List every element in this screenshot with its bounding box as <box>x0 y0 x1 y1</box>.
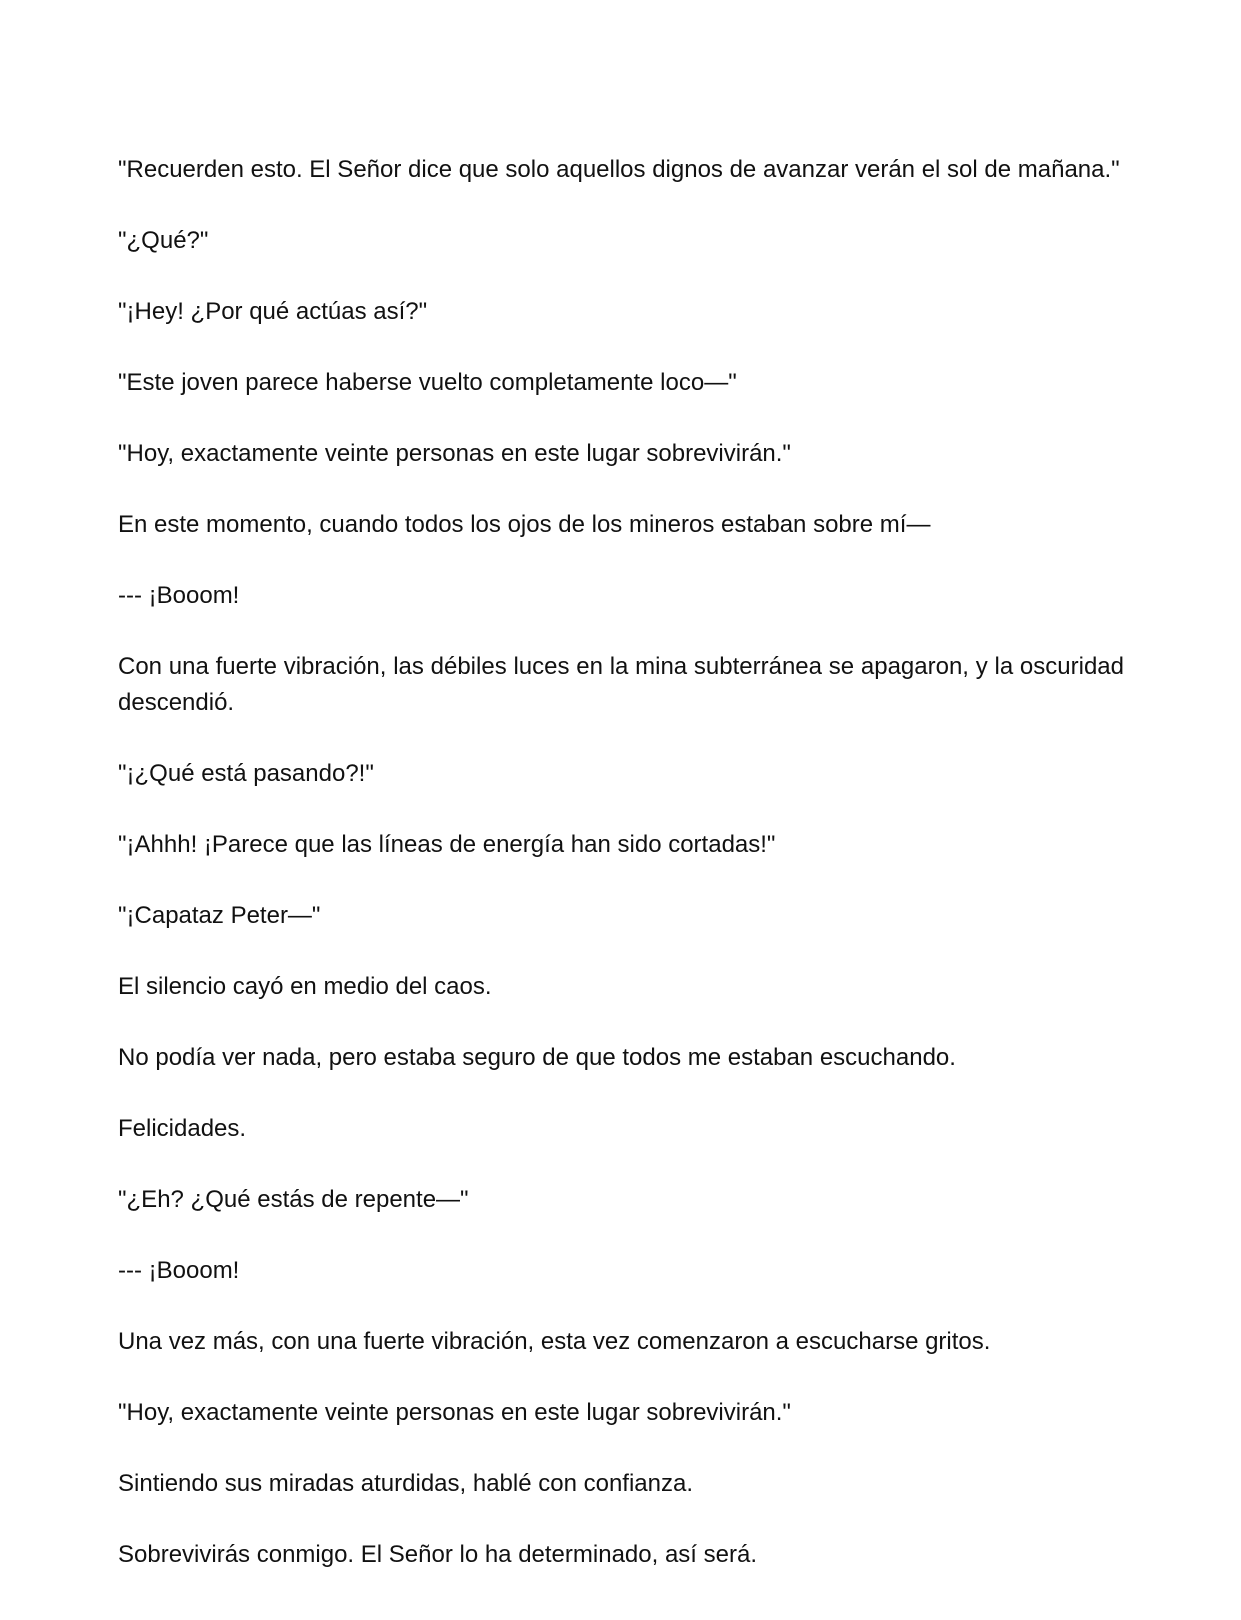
paragraph: El silencio cayó en medio del caos. <box>118 973 492 1000</box>
paragraph: "Recuerden esto. El Señor dice que solo aquellos dignos de avanzar verán el sol de mañana." <box>118 156 1120 183</box>
paragraph: "¡¿Qué está pasando?!" <box>118 760 374 787</box>
paragraph: En este momento, cuando todos los ojos de los mineros estaban sobre mí— <box>118 511 931 538</box>
paragraph: Con una fuerte vibración, las débiles luces en la mina subterránea se apagaron, y la oscuridad descendió. <box>118 653 1124 716</box>
paragraph: "Hoy, exactamente veinte personas en este lugar sobrevivirán." <box>118 440 791 467</box>
paragraph: "¿Eh? ¿Qué estás de repente—" <box>118 1186 469 1213</box>
paragraph: Una vez más, con una fuerte vibración, esta vez comenzaron a escucharse gritos. <box>118 1328 991 1355</box>
paragraph: "Hoy, exactamente veinte personas en este lugar sobrevivirán." <box>118 1399 791 1426</box>
paragraph: "¡Hey! ¿Por qué actúas así?" <box>118 298 428 325</box>
paragraph: "Este joven parece haberse vuelto completamente loco—" <box>118 369 737 396</box>
paragraph: Sintiendo sus miradas aturdidas, hablé con confianza. <box>118 1470 694 1497</box>
paragraph: Sobrevivirás conmigo. El Señor lo ha determinado, así será. <box>118 1541 757 1568</box>
paragraph: "¡Capataz Peter—" <box>118 902 321 929</box>
paragraph: "¿Qué?" <box>118 227 209 254</box>
paragraph: --- ¡Booom! <box>118 1257 240 1284</box>
paragraph: --- ¡Booom! <box>118 582 240 609</box>
paragraph: "¡Ahhh! ¡Parece que las líneas de energía han sido cortadas!" <box>118 831 776 858</box>
paragraph: No podía ver nada, pero estaba seguro de que todos me estaban escuchando. <box>118 1044 956 1071</box>
text-body <box>118 152 1124 1608</box>
paragraph: Felicidades. <box>118 1115 247 1142</box>
